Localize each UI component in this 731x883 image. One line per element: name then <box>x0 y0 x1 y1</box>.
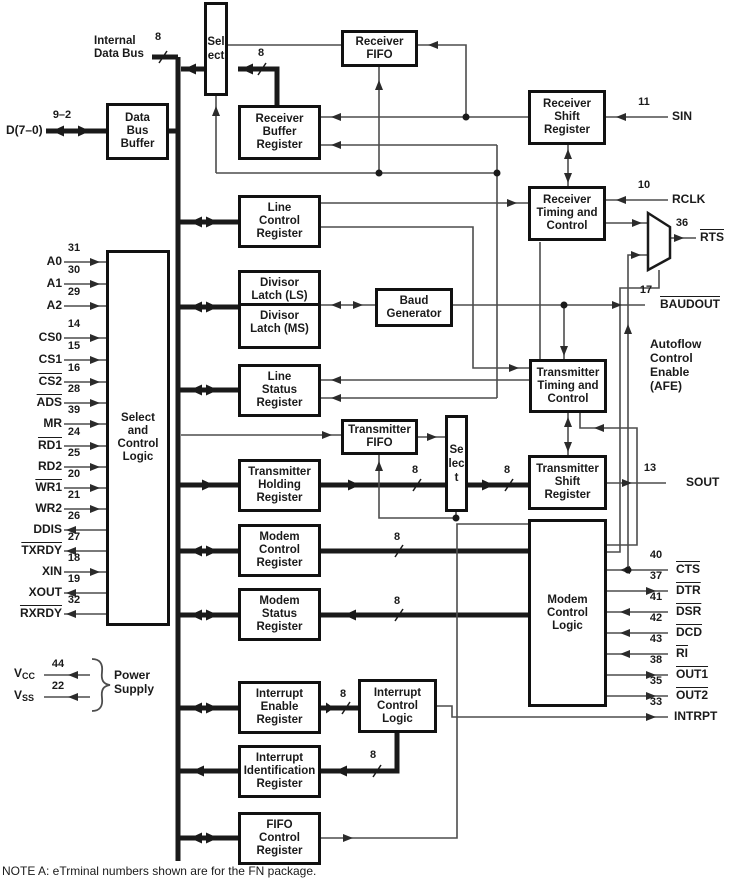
pin-label-vss: $V_{SS}$ <box>14 688 35 703</box>
pin-number-ri: 43 <box>649 633 663 645</box>
block-receiver-timing-control: Receiver Timing and Control <box>528 186 606 241</box>
pin-number-dtr: 37 <box>649 570 663 582</box>
block-line-control-register: Line Control Register <box>238 195 321 248</box>
pin-number-baudout: 17 <box>639 284 653 296</box>
block-transmitter-fifo: Transmitter FIFO <box>341 419 418 455</box>
pin-label-a2: A2 <box>46 298 62 312</box>
pin-number-cs0: 14 <box>67 318 81 330</box>
pin-label-baudout: BAUDOUT <box>660 297 720 311</box>
block-transmitter-holding-register: Transmitter Holding Register <box>238 459 321 512</box>
pin-label-rd1: RD1 <box>37 438 62 452</box>
pin-label-txrdy: TXRDY <box>21 543 62 557</box>
block-interrupt-control-logic: Interrupt Control Logic <box>358 679 437 733</box>
pin-number-xout: 19 <box>67 573 81 585</box>
block-select-mid: Select <box>445 415 468 512</box>
pin-number-rts: 36 <box>675 217 689 229</box>
pin-label-mr: MR <box>43 416 62 430</box>
block-transmitter-timing-control: Transmitter Timing and Control <box>529 359 607 413</box>
pin-number-txrdy: 27 <box>67 531 81 543</box>
pin-label-cts: $\overline{CTS}$ <box>676 562 700 576</box>
pin-label-rts: $\overline{RTS}$ <box>700 230 724 244</box>
bus-width-slashes <box>159 51 513 777</box>
block-receiver-buffer-register: Receiver Buffer Register <box>238 105 321 160</box>
block-line-status-register: Line Status Register <box>238 364 321 417</box>
pin-number-vcc: 44 <box>51 658 65 670</box>
bus-width-8: 8 <box>393 531 401 543</box>
pin-number-ads: 28 <box>67 383 81 395</box>
block-modem-control-register: Modem Control Register <box>238 524 321 577</box>
pin-label-ri: $\overline{RI}$ <box>676 646 688 660</box>
pin-label-out2: OUT2 <box>676 688 709 702</box>
pin-number-cs1: 15 <box>67 340 81 352</box>
data-bus-pin-label: D(7–0) <box>6 123 43 137</box>
block-baud-generator: Baud Generator <box>375 288 453 327</box>
pin-number-cs2: 16 <box>67 362 81 374</box>
bus-width-8: 8 <box>411 464 419 476</box>
block-modem-control-logic: Modem Control Logic <box>528 519 607 707</box>
block-select-top: Select <box>204 2 228 96</box>
pin-label-wr1: WR1 <box>35 480 62 494</box>
pin-number-wr2: 21 <box>67 489 81 501</box>
power-supply-label: Power Supply <box>114 668 155 696</box>
bus-width-8: 8 <box>369 749 377 761</box>
bus-width-8: 8 <box>393 595 401 607</box>
pin-number-cts: 40 <box>649 549 663 561</box>
data-bus-pin-numbers: 9–2 <box>52 109 72 121</box>
pin-label-vcc: $V_{CC}$ <box>14 666 36 681</box>
pin-number-a0: 31 <box>67 242 81 254</box>
pin-label-xin: XIN <box>41 564 62 578</box>
pin-number-sin: 11 <box>638 96 650 108</box>
pin-label-dtr: $\overline{DTR}$ <box>676 583 701 597</box>
pin-label-cs0: CS0 <box>38 330 62 344</box>
pin-number-out2: 35 <box>649 675 663 687</box>
pin-label-dcd: $\overline{DCD}$ <box>676 625 702 639</box>
block-receiver-fifo: Receiver FIFO <box>341 30 418 67</box>
pin-number-vss: 22 <box>51 680 65 692</box>
pin-number-rd1: 24 <box>67 426 81 438</box>
pin-number-dcd: 42 <box>649 612 663 624</box>
pin-label-dsr: $\overline{DSR}$ <box>676 604 702 618</box>
pin-label-out1: OUT1 <box>676 667 709 681</box>
block-select-and-control-logic: Select and Control Logic <box>106 250 170 626</box>
pin-label-xout: XOUT <box>28 585 62 599</box>
pin-label-sin: SIN <box>672 109 693 123</box>
pin-number-ddis: 26 <box>67 510 81 522</box>
rts-mux-shape <box>648 213 670 270</box>
pin-label-a0: A0 <box>46 254 62 268</box>
bus-width-8: 8 <box>339 688 347 700</box>
pin-label-ddis: DDIS <box>33 522 62 536</box>
block-receiver-shift-register: Receiver Shift Register <box>528 90 606 145</box>
block-transmitter-shift-register: Transmitter Shift Register <box>528 455 607 510</box>
power-supply-brace <box>92 659 110 711</box>
pin-number-rd2: 25 <box>67 447 81 459</box>
pin-number-xin: 18 <box>67 552 81 564</box>
block-data-bus-buffer: Data Bus Buffer <box>106 103 169 160</box>
pin-label-cs2: CS2 <box>38 374 62 388</box>
pin-number-mr: 39 <box>67 404 81 416</box>
bus-width-8: 8 <box>154 31 162 43</box>
pin-label-intrpt: INTRPT <box>674 709 718 723</box>
block-divisor-latch-ls: Divisor Latch (LS) <box>238 270 321 305</box>
pin-number-wr1: 20 <box>67 468 81 480</box>
bus-width-8: 8 <box>257 47 265 59</box>
pin-number-intrpt: 33 <box>649 696 663 708</box>
pin-number-rclk: 10 <box>637 179 651 191</box>
pin-label-rclk: RCLK <box>672 192 706 206</box>
pin-label-rd2: RD2 <box>37 459 62 473</box>
pin-number-out1: 38 <box>649 654 663 666</box>
internal-data-bus-label: Internal Data Bus <box>94 35 144 60</box>
pin-number-rxrdy: 32 <box>67 594 81 606</box>
pin-label-ads: $\overline{ADS}$ <box>36 395 62 409</box>
block-modem-status-register: Modem Status Register <box>238 588 321 641</box>
pin-label-a1: A1 <box>46 276 62 290</box>
pin-number-a1: 30 <box>67 264 81 276</box>
pin-label-sout: SOUT <box>686 475 720 489</box>
block-divisor-latch-ms: Divisor Latch (MS) <box>238 303 321 349</box>
pin-label-wr2: WR2 <box>35 501 62 515</box>
block-interrupt-enable-register: Interrupt Enable Register <box>238 681 321 734</box>
bus-width-8: 8 <box>503 464 511 476</box>
block-fifo-control-register: FIFO Control Register <box>238 812 321 865</box>
pin-label-cs1: CS1 <box>38 352 62 366</box>
pin-label-rxrdy: RXRDY <box>19 606 62 620</box>
pin-number-a2: 29 <box>67 286 81 298</box>
autoflow-control-enable-label: Autoflow Control Enable (AFE) <box>650 337 702 393</box>
pin-number-dsr: 41 <box>649 591 663 603</box>
block-interrupt-identification-register: Interrupt Identification Register <box>238 745 321 798</box>
pin-number-sout: 13 <box>643 462 657 474</box>
note-a-text: NOTE A: eTrminal numbers shown are for the FN package. <box>2 864 317 878</box>
